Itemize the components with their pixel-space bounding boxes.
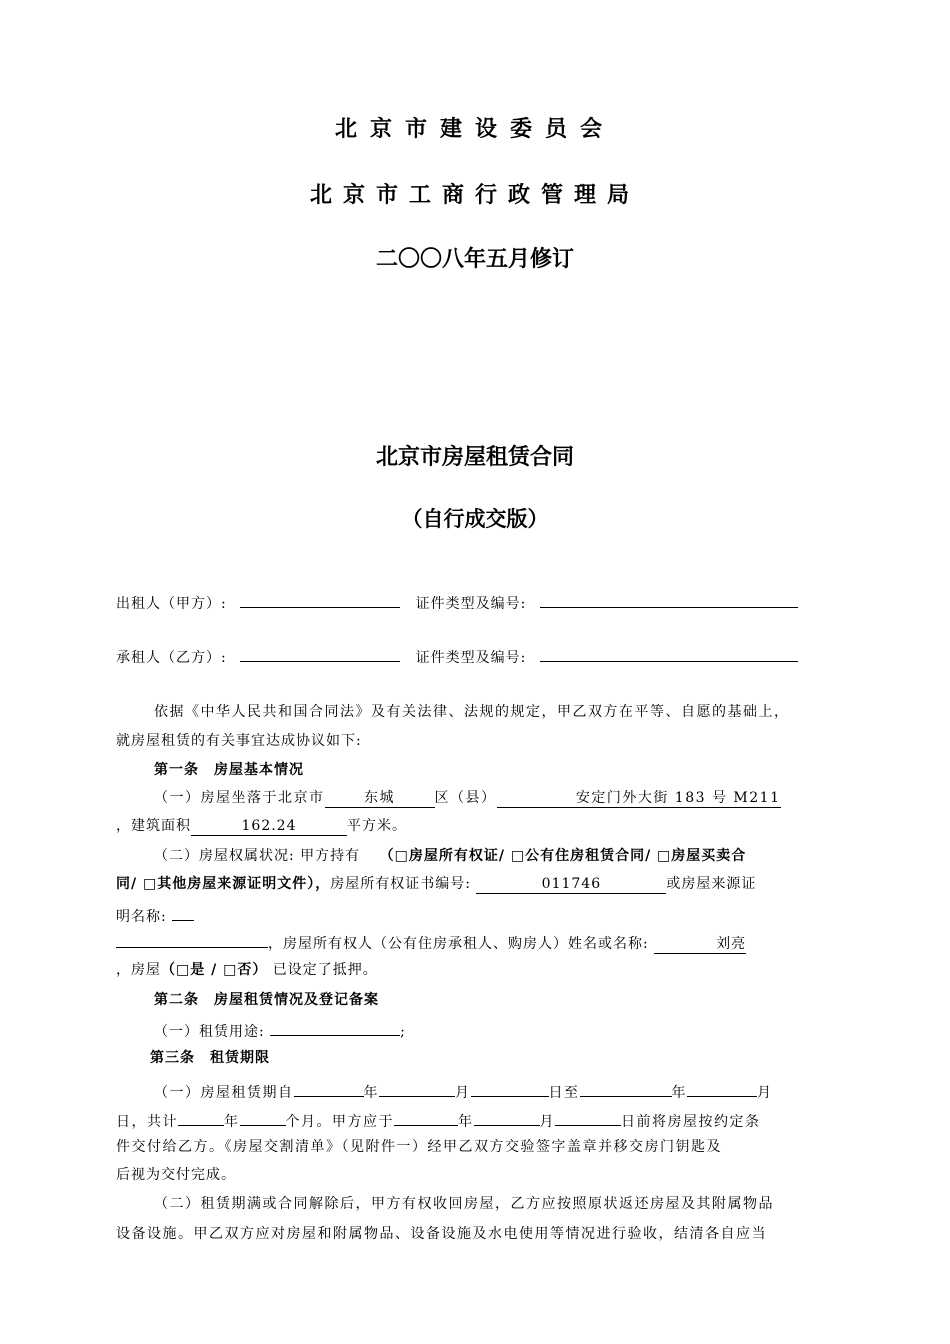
month-label: 月 [539, 1114, 555, 1130]
lessee-name-field[interactable] [240, 644, 400, 662]
lessor-id-label: 证件类型及编号: [415, 596, 527, 612]
area-unit: 平方米。 [347, 818, 407, 834]
term-row-4: 后视为交付完成。 [116, 1167, 236, 1183]
delivery-day-field[interactable] [555, 1108, 621, 1126]
delivery-month-field[interactable] [474, 1108, 540, 1126]
total-months-field[interactable] [240, 1108, 286, 1126]
issuer-industry-commerce-bureau: 北京市工商行政管理局 [309, 183, 640, 208]
lessor-row [116, 590, 798, 614]
ownership-options-1[interactable]: （□房屋所有权证/ □公有住房租赁合同/ □房屋买卖合 [379, 848, 747, 864]
term-row-6: 设备设施。甲乙双方应对房屋和附属物品、设备设施及水电使用等情况进行验收，结清各自应当 [116, 1226, 767, 1242]
delivery-year-field[interactable] [394, 1108, 458, 1126]
month-label: 月 [455, 1085, 471, 1101]
source-name-label: 明名称: [116, 909, 167, 925]
term-row-1 [154, 1079, 773, 1103]
month-label: 月 [757, 1085, 773, 1101]
area-field[interactable]: 162.24 [191, 818, 347, 836]
intro-line-1: 依据《中华人民共和国合同法》及有关法律、法规的规定，甲乙双方在平等、自愿的基础上， [154, 704, 790, 720]
article-1-area-row [116, 816, 407, 836]
mortgage-suffix: 已设定了抵押。 [272, 962, 378, 978]
year-label: 年 [224, 1114, 240, 1130]
address-field[interactable]: 安定门外大街 183 号 M211 [497, 790, 781, 808]
lessee-id-label: 证件类型及编号: [415, 650, 527, 666]
certificate-label: 房屋所有权证书编号: [330, 876, 471, 892]
ownership-row-2 [116, 874, 756, 894]
start-year-field[interactable] [294, 1079, 364, 1097]
article-3-heading: 第三条 租赁期限 [150, 1050, 270, 1066]
mortgage-options[interactable]: （□是 / □否） [161, 962, 268, 978]
year-label: 年 [671, 1085, 687, 1101]
term-row-3: 件交付给乙方。《房屋交割清单》（见附件一）经甲乙双方交验签字盖章并移交房门钥匙及 [116, 1139, 722, 1155]
area-label: ，建筑面积 [116, 818, 191, 834]
district-field[interactable]: 东城 [325, 790, 435, 808]
issuer-construction-commission: 北京市建设委员会 [334, 117, 615, 142]
district-suffix: 区（县） [434, 790, 497, 806]
purpose-terminator: ; [400, 1024, 406, 1040]
owner-name-field[interactable]: 刘亮 [654, 936, 746, 954]
ownership-label: （二）房屋权属状况: 甲方持有 [154, 848, 361, 864]
ownership-row-3 [116, 903, 194, 927]
certificate-number-field[interactable]: 011746 [476, 876, 666, 894]
year-label: 年 [363, 1085, 379, 1101]
to-label: 日至 [548, 1085, 580, 1101]
term-start-label: （一）房屋租赁期自 [154, 1085, 294, 1101]
term-row-5: （二）租赁期满或合同解除后，甲方有权收回房屋，乙方应按照原状返还房屋及其附属物品 [154, 1196, 774, 1212]
source-label: 或房屋来源证 [666, 876, 757, 892]
contract-subtitle: （自行成交版） [401, 507, 549, 531]
article-1-location-row [154, 788, 781, 808]
owner-label: ，房屋所有权人（公有住房承租人、购房人）姓名或名称: [268, 936, 649, 952]
lessor-name-field[interactable] [240, 590, 400, 608]
end-month-field[interactable] [687, 1079, 757, 1097]
lease-purpose-row [154, 1018, 406, 1042]
source-name-field-cont[interactable] [116, 930, 268, 948]
ownership-options-2[interactable]: 同/ □其他房屋来源证明文件）， [116, 876, 331, 892]
start-month-field[interactable] [379, 1079, 455, 1097]
term-row-2 [116, 1108, 761, 1132]
mortgage-row [116, 960, 378, 980]
lessor-label: 出租人（甲方）: [116, 596, 227, 612]
lessee-label: 承租人（乙方）: [116, 650, 227, 666]
location-label: （一）房屋坐落于北京市 [154, 790, 325, 806]
article-2-heading: 第二条 房屋租赁情况及登记备案 [154, 992, 379, 1008]
total-years-field[interactable] [178, 1108, 224, 1126]
lessee-row [116, 644, 798, 668]
lessor-id-field[interactable] [540, 590, 798, 608]
purpose-label: （一）租赁用途: [154, 1024, 265, 1040]
article-1-heading: 第一条 房屋基本情况 [154, 762, 304, 778]
end-year-field[interactable] [580, 1079, 672, 1097]
intro-line-2: 就房屋租赁的有关事宜达成协议如下: [116, 733, 362, 749]
year-label: 年 [458, 1114, 474, 1130]
ownership-row-1 [154, 846, 746, 866]
source-name-field[interactable] [172, 903, 194, 921]
term-total-label: 日，共计 [116, 1114, 178, 1130]
delivery-label: 个月。甲方应于 [285, 1114, 394, 1130]
lessee-id-field[interactable] [540, 644, 798, 662]
purpose-field[interactable] [270, 1018, 400, 1036]
mortgage-label: ，房屋 [116, 962, 161, 978]
revision-date: 二〇〇八年五月修订 [375, 247, 574, 272]
delivery-suffix: 日前将房屋按约定条 [621, 1114, 761, 1130]
contract-title: 北京市房屋租赁合同 [375, 445, 574, 470]
ownership-row-4 [116, 930, 746, 954]
start-day-field[interactable] [471, 1079, 549, 1097]
